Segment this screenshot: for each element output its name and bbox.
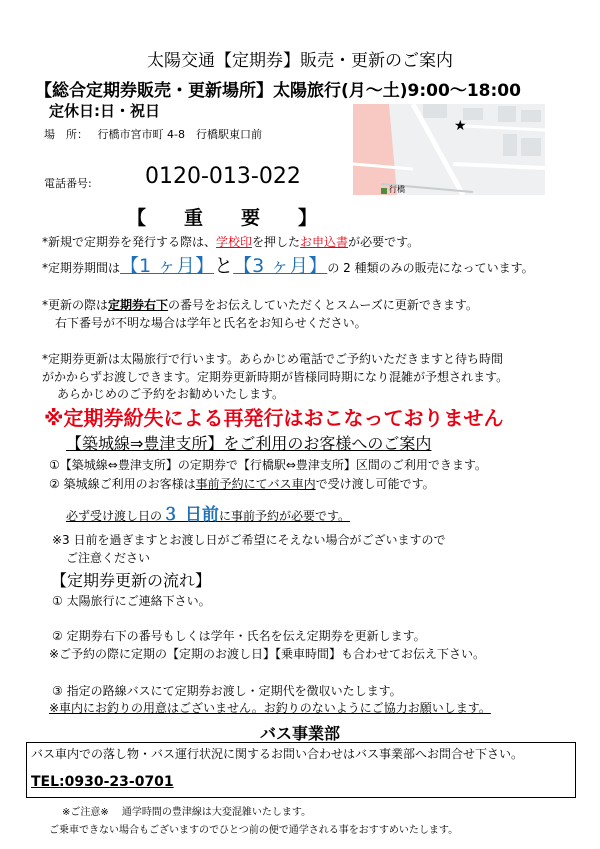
flow-step-3-note: ※車内にお釣りの用意はございません。お釣りのないようにご協力お願いします。 xyxy=(49,701,491,715)
flow-step-3: ③ 指定の路線バスにて定期券お渡し・定期代を徴収いたします。 xyxy=(52,684,402,698)
p2-pre: *定期券期間は xyxy=(42,261,121,275)
flow-step-2-note: ※ご予約の際に定期の【定期のお渡し日】【乗車時間】も合わせてお伝え下さい。 xyxy=(49,647,486,661)
item2-pre: ② 築城線ご利用のお客様は xyxy=(49,477,196,491)
footer-note-1: ※ご注意※ 通学時間の豊津線は大変混雑いたします。 xyxy=(62,807,312,818)
route-heading: 【築城線⇒豊津支所】をご利用のお客様へのご案内 xyxy=(66,434,432,453)
flow-step-1: ① 太陽旅行にご連絡下さい。 xyxy=(52,594,211,608)
route-note-2: ご注意ください xyxy=(66,551,151,565)
phone-label: 電話番号: xyxy=(44,177,92,190)
important-note-3 xyxy=(42,296,478,313)
three-days-text: ３ 日前 xyxy=(162,505,219,525)
location-map xyxy=(353,104,545,195)
p3-pre: *更新の際は xyxy=(42,298,109,312)
route-note-1: ※3 日前を過ぎますとお渡し日がご希望にそえない場合がございますので xyxy=(52,533,446,547)
map-station-label: 行橋 xyxy=(389,185,405,194)
one-month-text: 【1 ヶ月】 xyxy=(120,255,215,277)
flow-heading: 【定期券更新の流れ】 xyxy=(51,571,212,590)
reservation-deadline xyxy=(66,500,350,525)
important-note-4a: *定期券更新は太陽旅行で行います。あらかじめ電話でご予約いただきますと待ち時間 xyxy=(42,352,504,366)
important-note-2 xyxy=(42,251,534,278)
sales-location: 【総合定期券販売・更新場所】太陽旅行(月～土)9:00～18:00 xyxy=(35,81,521,101)
footer-note-2: ご乗車できない場合もございますのでひとつ前の便で通学される事をおすすめいたします。 xyxy=(49,825,459,836)
three-month-text: 【3 ヶ月】 xyxy=(233,255,328,277)
star-icon: ★ xyxy=(454,118,467,134)
bus-tel[interactable]: TEL:0930-23-0701 xyxy=(31,774,174,790)
address-row xyxy=(44,126,262,142)
important-note-4b: がかからずお渡しできます。定期券更新時期が皆様同時期になり混雑が予想されます。 xyxy=(42,370,509,384)
p3-post: の番号をお伝えしていただくとスムーズに更新できます。 xyxy=(168,298,478,312)
reserve-pre: 必ず受け渡し日の xyxy=(66,509,163,523)
p1-mid: を押した xyxy=(252,235,301,249)
p2-and: と xyxy=(214,255,234,277)
ticket-bottom-right-text: 定期券右下 xyxy=(108,298,169,312)
flow-step-2: ② 定期券右下の番号もしくは学年・氏名を伝え定期券を更新します。 xyxy=(52,629,426,643)
p2-post: の 2 種類のみの販売になっています。 xyxy=(327,261,534,275)
important-note-4c: あらかじめのご予約をお勧めいたします。 xyxy=(57,387,285,401)
reserve-post: に事前予約が必要です。 xyxy=(218,509,350,523)
address-text: 行橋市宮市町 4-8 行橋駅東口前 xyxy=(97,128,262,141)
map-graphic xyxy=(353,104,545,195)
address-label: 場 所： xyxy=(44,128,88,141)
route-item-1: ①【築城線⇔豊津支所】の定期券で【行橋駅⇔豊津支所】区間のご利用できます。 xyxy=(49,458,487,472)
route-item-2 xyxy=(49,475,435,492)
application-form-text: お申込書 xyxy=(300,235,349,249)
phone-number[interactable]: 0120-013-022 xyxy=(145,164,301,189)
p1-post: が必要です。 xyxy=(348,235,420,249)
lost-ticket-notice: ※定期券紛失による再発行はおこなっておりません xyxy=(44,406,504,430)
bus-department-heading: バス事業部 xyxy=(259,724,340,743)
important-note-3b: 右下番号が不明な場合は学年と氏名をお知らせください。 xyxy=(55,316,367,330)
advance-reservation-text: 事前予約にてバス車内 xyxy=(195,477,316,491)
item2-post: で受け渡し可能です。 xyxy=(315,477,435,491)
important-note-1 xyxy=(42,233,419,250)
bus-inquiry-box xyxy=(26,742,576,798)
bus-inquiry-text: バス車内での落し物・バス運行状況に関するお問い合わせはバス事業部へお問合せ下さい。 xyxy=(31,747,524,761)
school-seal-text: 学校印 xyxy=(216,235,253,249)
important-heading: 【 重 要 】 xyxy=(127,207,318,229)
closed-days: 定休日:日・祝日 xyxy=(49,102,160,120)
p1-pre: *新規で定期券を発行する際は、 xyxy=(42,235,217,249)
page-title: 太陽交通【定期券】販売・更新のご案内 xyxy=(147,51,453,71)
